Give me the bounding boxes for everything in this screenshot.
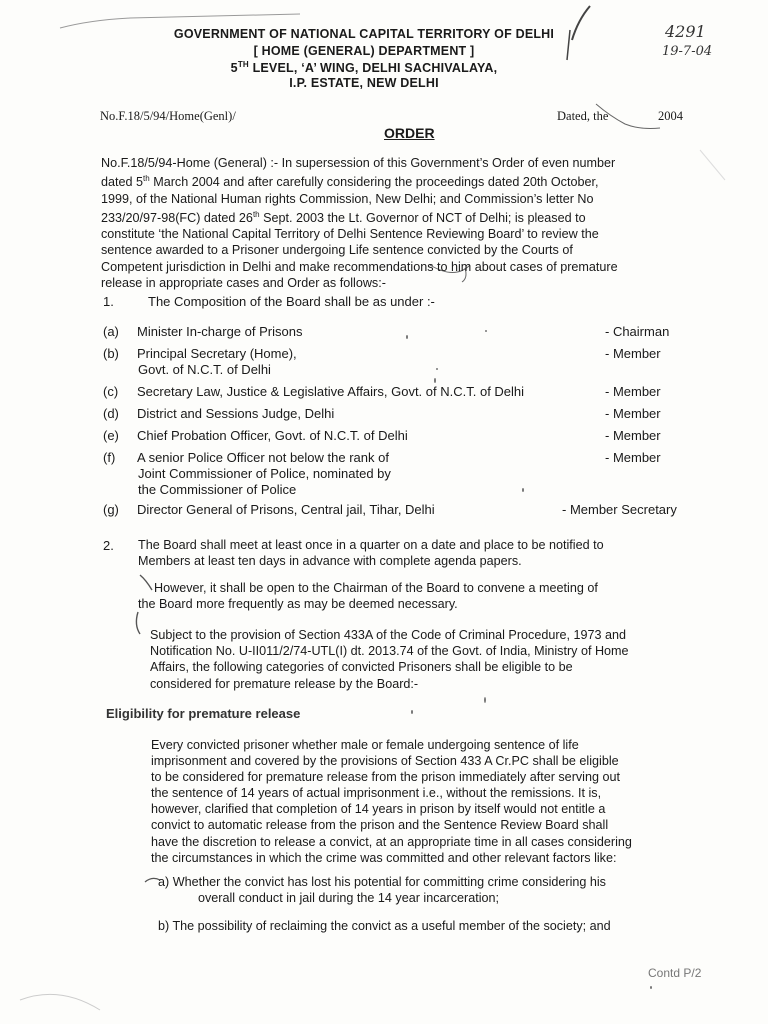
board-member-role: - Member — [605, 406, 661, 421]
proviso-line: the Board more frequently as may be deemed necessary. — [138, 597, 458, 612]
board-item-letter: (d) — [103, 406, 119, 421]
board-member-role: - Member Secretary — [562, 502, 677, 517]
board-member-role: - Member — [605, 346, 661, 361]
board-item-letter: (a) — [103, 324, 119, 339]
eligibility-paragraph — [151, 737, 735, 866]
section-2-line: Members at least ten days in advance with complete agenda papers. — [138, 554, 522, 569]
board-member-role: - Member — [605, 450, 661, 465]
section-3-line: Notification No. U-II011/2/74-UTL(I) dt. 2013.74 of the Govt. of India, Ministry of Home — [150, 644, 629, 659]
intro-line: 233/20/97-98(FC) dated 26th Sept. 2003 the Lt. Governor of NCT of Delhi; is pleased to — [101, 209, 586, 225]
criterion-a-line: overall conduct in jail during the 14 year incarceration; — [198, 891, 500, 906]
board-member-text: Director General of Prisons, Central jail, Tihar, Delhi — [137, 502, 435, 517]
board-item-letter: (g) — [103, 502, 119, 517]
board-member-text: Govt. of N.C.T. of Delhi — [138, 362, 271, 377]
board-member-role: - Member — [605, 384, 661, 399]
section-1-number: 1. — [103, 294, 114, 309]
eligibility-line: convict to automatic release from the prison and the Sentence Review Board shall — [151, 818, 609, 833]
speck — [434, 378, 436, 383]
section-2-line: The Board shall meet at least once in a quarter on a date and place to be notified to — [138, 538, 604, 552]
speck — [411, 710, 413, 714]
board-member-text: A senior Police Officer not below the rank of — [137, 450, 389, 465]
header-line-1: GOVERNMENT OF NATIONAL CAPITAL TERRITORY OF DELHI — [173, 27, 555, 41]
speck — [484, 697, 486, 703]
board-member-text: Secretary Law, Justice & Legislative Affairs, Govt. of N.C.T. of Delhi — [137, 384, 525, 399]
board-member-text: the Commissioner of Police — [138, 482, 297, 497]
criterion-a — [158, 874, 738, 906]
proviso-line: However, it shall be open to the Chairman of the Board to convene a meeting of — [154, 581, 598, 595]
criterion-a-line: a) Whether the convict has lost his potential for committing crime considering his — [158, 875, 606, 889]
section-2-number: 2. — [103, 538, 114, 553]
dated-label: Dated, the — [557, 109, 609, 123]
board-member-role: - Member — [605, 428, 661, 443]
eligibility-line: to be considered for premature release from the prison immediately after serving out — [151, 770, 620, 785]
speck — [436, 368, 438, 370]
board-item-letter: (c) — [103, 384, 119, 399]
eligibility-line: imprisonment and covered by the provisions of Section 433 A Cr.PC shall be eligible — [151, 754, 619, 769]
section-2-paragraph — [138, 537, 735, 569]
eligibility-line: have the discretion to release a convict, at an appropriate time in all cases considering — [151, 834, 632, 849]
header-line-2: [ HOME (GENERAL) DEPARTMENT ] — [253, 44, 475, 58]
criterion-b: b) The possibility of reclaiming the convict as a useful member of the society; and — [158, 919, 611, 933]
intro-paragraph — [101, 155, 732, 291]
speck — [650, 986, 652, 989]
board-member-text: Joint Commissioner of Police, nominated by — [138, 466, 391, 481]
board-member-text: District and Sessions Judge, Delhi — [137, 406, 335, 421]
handwritten-number: 4291 — [665, 22, 706, 41]
intro-line: Competent jurisdiction in Delhi and make recommendations to him about cases of premature — [101, 259, 618, 274]
eligibility-heading: Eligibility for premature release — [106, 706, 301, 721]
order-title: ORDER — [384, 125, 435, 141]
intro-line: sentence awarded to a Prisoner undergoing Life sentence convicted by the Courts of — [101, 243, 573, 258]
intro-line: 1999, of the National Human rights Commission, New Delhi; and Commission’s letter No — [101, 191, 594, 206]
board-member-text: Chief Probation Officer, Govt. of N.C.T. of Delhi — [137, 428, 408, 443]
board-item-letter: (f) — [103, 450, 116, 465]
intro-line: dated 5th March 2004 and after carefully considering the proceedings dated 20th October, — [101, 174, 599, 190]
section-1-text: The Composition of the Board shall be as under :- — [148, 294, 435, 309]
intro-line: release in appropriate cases and Order as follows:- — [101, 275, 386, 290]
eligibility-line: the sentence of 14 years of actual imprisonment i.e., without the remissions. It is, — [151, 786, 602, 801]
reference-number: No.F.18/5/94/Home(Genl)/ — [100, 109, 236, 123]
board-member-text: Principal Secretary (Home), — [137, 346, 297, 361]
continued-note: Contd P/2 — [648, 966, 702, 980]
header-line-4: I.P. ESTATE, NEW DELHI — [289, 76, 439, 90]
dated-year: 2004 — [658, 109, 683, 123]
eligibility-line: Every convicted prisoner whether male or female undergoing sentence of life — [151, 738, 579, 752]
eligibility-line: the circumstances in which the crime was committed and other relevant factors like: — [151, 850, 617, 865]
handwritten-date: 19-7-04 — [662, 44, 713, 59]
intro-line: constitute ‘the National Capital Territory of Delhi Sentence Reviewing Board’ to review the — [101, 227, 599, 242]
section-3-line: Affairs, the following categories of convicted Prisoners shall be eligible to be — [150, 660, 573, 675]
header-line-3: 5TH LEVEL, ‘A’ WING, DELHI SACHIVALAYA, — [230, 60, 498, 76]
board-member-text: Minister In-charge of Prisons — [137, 324, 303, 339]
eligibility-line: however, clarified that completion of 14 years in prison by itself would not entitle a — [151, 802, 606, 817]
section-3-line: considered for premature release by the Board:- — [150, 676, 419, 691]
section-3-paragraph — [150, 627, 735, 692]
speck — [522, 488, 524, 492]
speck — [485, 330, 487, 332]
speck — [406, 335, 408, 339]
proviso-paragraph — [138, 580, 735, 612]
board-item-letter: (b) — [103, 346, 119, 361]
intro-line: No.F.18/5/94-Home (General) :- In supersession of this Government’s Order of even number — [101, 156, 616, 170]
section-3-line: Subject to the provision of Section 433A of the Code of Criminal Procedure, 1973 and — [150, 628, 627, 642]
board-member-role: - Chairman — [605, 324, 670, 339]
board-item-letter: (e) — [103, 428, 119, 443]
